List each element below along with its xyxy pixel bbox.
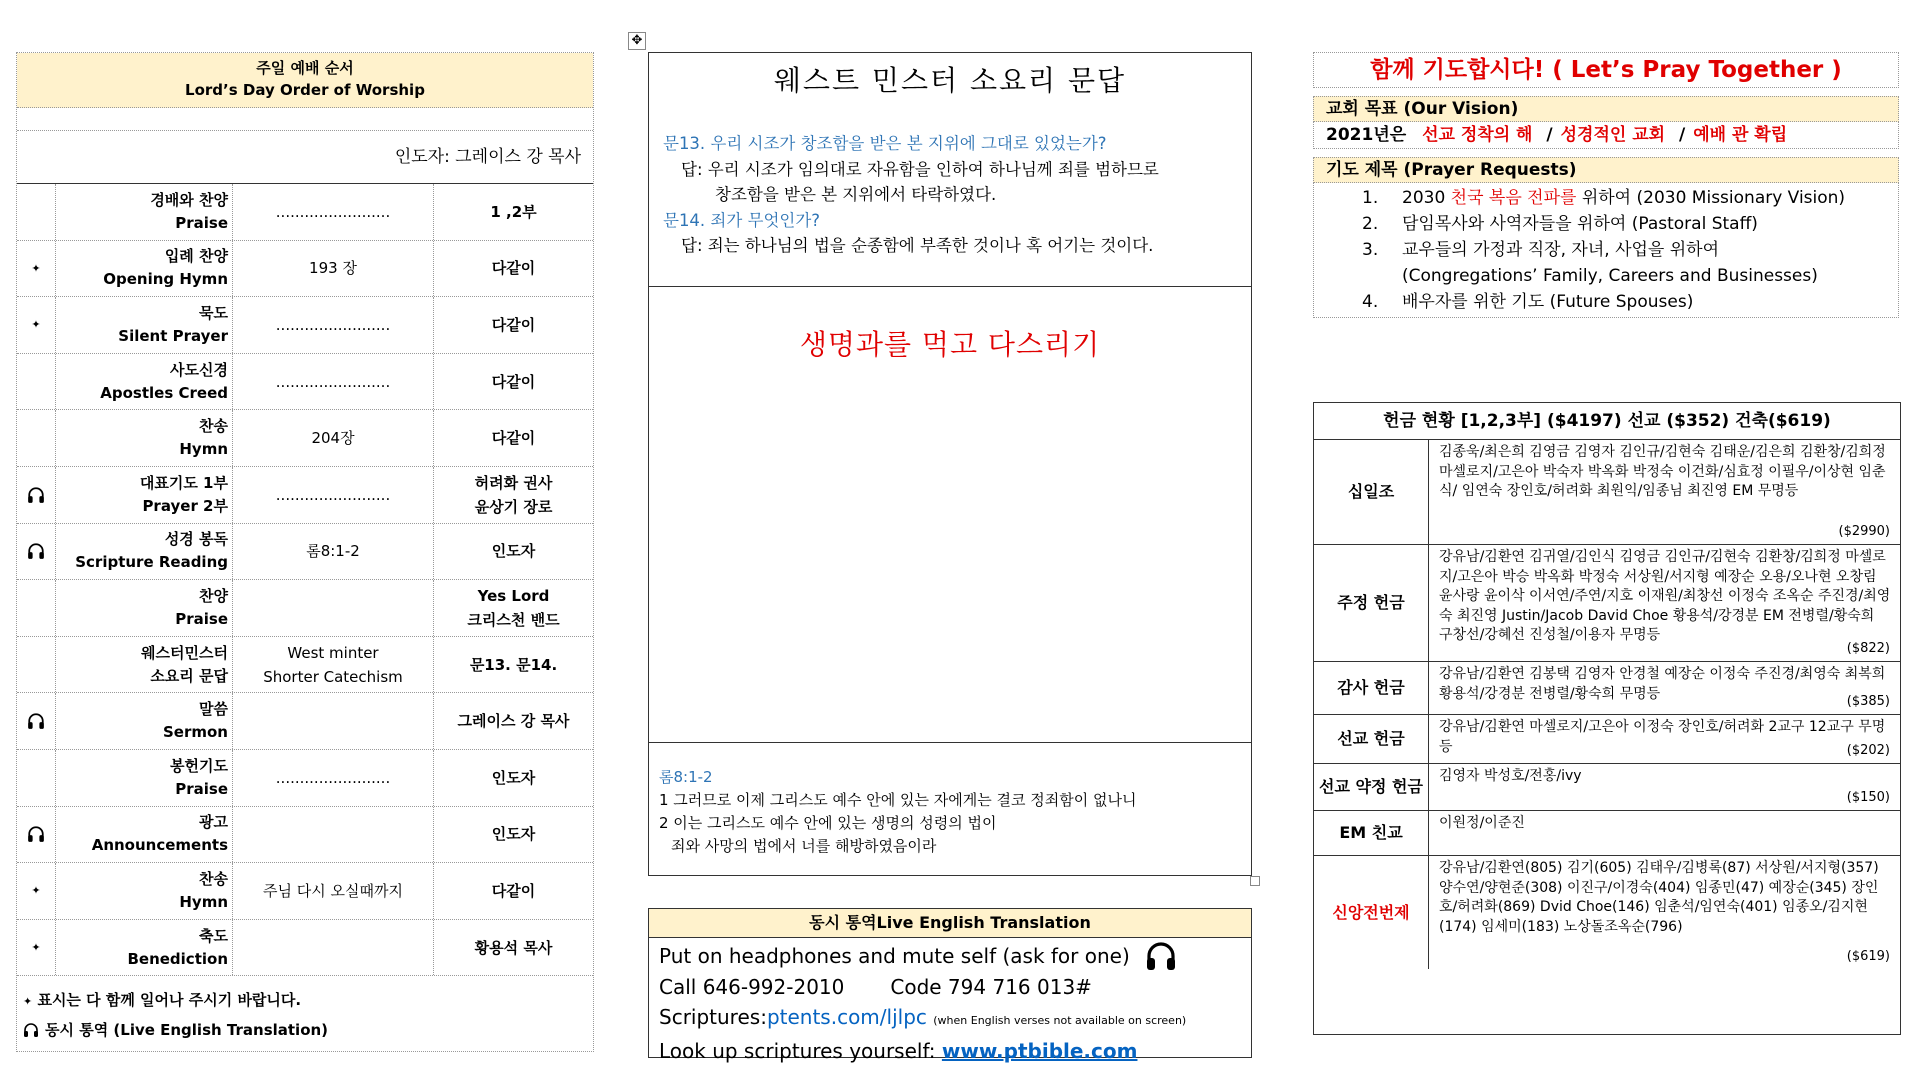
headphones-icon xyxy=(1144,940,1178,972)
offering-names: 강유남/김환연 김봉택 김영자 안경철 예장순 이정숙 주진경/최영숙 최복희 황용석/강경분 전병렬/황숙희 무명등 ($385) xyxy=(1429,662,1900,714)
verse-line: 2 이는 그리스도 예수 안에 있는 생명의 성령의 법이 xyxy=(659,814,997,832)
offering-row xyxy=(1314,856,1900,969)
scriptures-link[interactable]: ptents.com/ljlpc xyxy=(766,1005,927,1029)
offering-amount: ($385) xyxy=(1846,694,1890,710)
item-name: 묵도 Silent Prayer xyxy=(56,297,233,353)
item-detail: 주님 다시 오실때까지 xyxy=(233,863,434,919)
order-of-worship xyxy=(16,52,594,1052)
offering-header: 헌금 현황 [1,2,3부] ($4197) 선교 ($352) 건축($619) xyxy=(1314,403,1900,440)
row-marker xyxy=(17,920,56,976)
offering-table xyxy=(1313,402,1901,1035)
item-leader: 1 ,2부 xyxy=(490,202,537,221)
scriptures-note: (when English verses not available on screen) xyxy=(933,1014,1187,1027)
vision-year: 2021년은 xyxy=(1326,125,1407,145)
item-name: 말씀 Sermon xyxy=(56,693,233,749)
question-13: 문13. 우리 시조가 창조함을 받은 본 지위에 그대로 있었는가? xyxy=(663,134,1107,153)
worship-row xyxy=(17,354,593,411)
item-leader: 다같이 xyxy=(491,881,536,900)
translation-header: 동시 통역Live English Translation xyxy=(649,909,1251,938)
stand-icon: ✦ xyxy=(31,941,41,955)
worship-row xyxy=(17,750,593,807)
offering-row xyxy=(1314,662,1900,715)
row-marker xyxy=(17,637,56,693)
worship-rows xyxy=(17,184,593,976)
prayer-request-item: 4. 배우자를 위한 기도 (Future Spouses) xyxy=(1362,292,1694,312)
item-leader: 문13. 문14. xyxy=(469,655,558,674)
row-marker xyxy=(17,580,56,636)
offering-label: 선교 약정 헌금 xyxy=(1314,764,1429,810)
prayer-request-item: (Congregations’ Family, Careers and Businesses) xyxy=(1402,266,1818,286)
item-detail xyxy=(233,807,434,863)
footnote-stand: 표시는 다 함께 일어나 주시기 바랍니다. xyxy=(37,991,302,1010)
prayer-request-item: 1. 2030 천국 복음 전파를 위하여 (2030 Missionary Vision) xyxy=(1362,188,1846,208)
offering-names: 강유남/김환연(805) 김기(605) 김태우/김병록(87) 서상원/서지형(357) 양수연/양현준(308) 이진구/이경숙(404) 임종민(47) 예장순(345) 장인호/허려화(869) Dvid Choe(146) 임춘석/임연숙(401) 임종오/김지현(174) 임세미(183) 노상돌조옥순(796) ($619) xyxy=(1429,856,1900,969)
item-detail: ........................ xyxy=(233,184,434,240)
item-name: 성경 봉독 Scripture Reading xyxy=(56,524,233,580)
item-name: 찬송 Hymn xyxy=(56,863,233,919)
divider xyxy=(649,742,1251,743)
row-marker xyxy=(17,524,56,580)
item-leader: 인도자 xyxy=(491,768,536,787)
row-marker xyxy=(17,354,56,410)
answer-14: 답: 죄는 하나님의 법을 순종함에 부족한 것이나 혹 어기는 것이다. xyxy=(681,236,1154,255)
row-marker xyxy=(17,467,56,523)
verse-line: 1 그러므로 이제 그리스도 예수 안에 있는 자에게는 결코 정죄함이 없나니 xyxy=(659,791,1137,809)
catechism-qa xyxy=(663,131,1241,259)
item-detail xyxy=(233,920,434,976)
worship-title-ko: 주일 예배 순서 xyxy=(256,59,354,77)
worship-row xyxy=(17,524,593,581)
offering-label: 신앙전번제 xyxy=(1314,856,1429,969)
prayer-request-item: 2. 담임목사와 사역자들을 위하여 (Pastoral Staff) xyxy=(1362,214,1758,234)
bible-link[interactable]: www.ptbible.com xyxy=(941,1039,1138,1063)
item-leader: Yes Lord 크리스천 밴드 xyxy=(467,586,560,629)
question-14: 문14. 죄가 무엇인가? xyxy=(663,210,821,230)
item-detail: 204장 xyxy=(233,410,434,466)
item-name: 찬송 Hymn xyxy=(56,410,233,466)
item-detail xyxy=(233,693,434,749)
item-leader: 다같이 xyxy=(491,315,536,334)
divider xyxy=(649,286,1251,287)
offering-row xyxy=(1314,440,1900,545)
item-leader: 그레이스 강 목사 xyxy=(457,712,570,731)
headphones-icon xyxy=(27,712,45,730)
stand-icon: ✦ xyxy=(23,995,33,1009)
offering-label: EM 친교 xyxy=(1314,811,1429,855)
worship-row xyxy=(17,241,593,298)
offering-amount: ($150) xyxy=(1846,790,1890,806)
catechism-title: 웨스트 민스터 소요리 문답 xyxy=(773,64,1127,97)
call-number: Call 646-992-2010 xyxy=(659,975,845,999)
item-detail: West minter Shorter Catechism xyxy=(233,637,434,693)
offering-row xyxy=(1314,811,1900,856)
offering-amount: ($202) xyxy=(1846,743,1890,759)
item-name: 입례 찬양 Opening Hymn xyxy=(56,241,233,297)
vision-item: 성경적인 교회 xyxy=(1560,125,1666,145)
headphones-icon xyxy=(27,542,45,560)
worship-row xyxy=(17,863,593,920)
item-name: 사도신경 Apostles Creed xyxy=(56,354,233,410)
verse-reference: 롬8:1-2 xyxy=(659,768,713,786)
prayer-title: 함께 기도합시다! ( Let’s Pray Together ) xyxy=(1313,52,1899,88)
worship-row xyxy=(17,807,593,864)
offering-names: 강유남/김환연 마셀로지/고은아 이정숙 장인호/허려화 2교구 12교구 무명등 ($202) xyxy=(1429,715,1900,763)
translation-box xyxy=(648,908,1252,1063)
headphones-icon xyxy=(23,1022,39,1038)
offering-row xyxy=(1314,764,1900,811)
offering-amount: ($822) xyxy=(1846,641,1890,657)
item-name: 찬양 Praise xyxy=(56,580,233,636)
footnote-translation: 동시 통역 (Live English Translation) xyxy=(45,1021,329,1040)
row-marker xyxy=(17,863,56,919)
offering-label: 주정 헌금 xyxy=(1314,545,1429,661)
item-leader: 황용석 목사 xyxy=(474,938,553,957)
worship-row xyxy=(17,580,593,637)
row-marker xyxy=(17,807,56,863)
worship-footnotes xyxy=(17,976,593,1054)
worship-spacer xyxy=(17,108,593,131)
stand-icon: ✦ xyxy=(31,884,41,898)
row-marker xyxy=(17,297,56,353)
lookup-label: Look up scriptures yourself: xyxy=(659,1039,936,1063)
worship-header xyxy=(17,53,593,108)
item-leader: 다같이 xyxy=(491,372,536,391)
prayer-request-item: 3. 교우들의 가정과 직장, 자녀, 사업을 위하여 xyxy=(1362,240,1720,260)
worship-row xyxy=(17,693,593,750)
scripture-passage xyxy=(659,766,1136,858)
catechism-box xyxy=(648,52,1252,876)
offering-names: 김종욱/최은희 김영금 김영자 김인규/김현숙 김태운/김은희 김환창/김희정 마셀로지/고은아 박숙자 박옥화 박정숙 이건화/심효정 이필우/이상현 임춘식/ 임연숙 장인호/허려화 최원익/임종님 최진영 EM 무명등 ($2990) xyxy=(1429,440,1900,544)
row-marker xyxy=(17,410,56,466)
item-detail: ........................ xyxy=(233,354,434,410)
worship-title-en: Lord’s Day Order of Worship xyxy=(185,81,425,99)
vision-statement: 2021년은 선교 정착의 해 / 성경적인 교회 / 예배 관 확립 xyxy=(1313,122,1899,149)
item-detail xyxy=(233,580,434,636)
answer-13-line2: 창조함을 받은 본 지위에서 타락하였다. xyxy=(715,185,997,204)
headphones-icon xyxy=(27,825,45,843)
stand-icon: ✦ xyxy=(31,261,41,275)
access-code: Code 794 716 013# xyxy=(890,975,1092,999)
item-detail: 193 장 xyxy=(233,241,434,297)
item-name: 축도 Benediction xyxy=(56,920,233,976)
offering-names: 이원정/이준진 xyxy=(1439,815,1525,831)
item-leader: 다같이 xyxy=(491,259,536,278)
prayer-request-list xyxy=(1313,183,1899,318)
sermon-title: 생명과를 먹고 다스리기 xyxy=(799,328,1101,361)
item-detail: ........................ xyxy=(233,467,434,523)
worship-row xyxy=(17,920,593,977)
offering-amount: ($619) xyxy=(1846,949,1890,965)
resize-handle[interactable] xyxy=(1250,876,1260,886)
worship-row xyxy=(17,467,593,524)
offering-label: 감사 헌금 xyxy=(1314,662,1429,714)
headphones-instruction: Put on headphones and mute self (ask for one) xyxy=(659,944,1130,968)
worship-row xyxy=(17,637,593,694)
move-handle-icon[interactable]: ✥ xyxy=(628,32,646,50)
row-marker xyxy=(17,750,56,806)
scriptures-label: Scriptures: xyxy=(659,1005,767,1029)
stand-icon: ✦ xyxy=(31,318,41,332)
vision-label: 교회 목표 (Our Vision) xyxy=(1313,96,1899,122)
item-name: 광고 Announcements xyxy=(56,807,233,863)
item-leader: 허려화 권사 윤상기 장로 xyxy=(474,473,553,516)
offering-row xyxy=(1314,715,1900,764)
row-marker xyxy=(17,693,56,749)
verse-line: 죄와 사망의 법에서 너를 해방하였음이라 xyxy=(671,837,937,855)
item-name: 봉헌기도 Praise xyxy=(56,750,233,806)
item-detail: ........................ xyxy=(233,750,434,806)
item-leader: 인도자 xyxy=(491,542,536,561)
item-detail: 롬8:1-2 xyxy=(233,524,434,580)
offering-names: 강유남/김환연 김귀열/김인식 김영금 김인규/김현숙 김환창/김희정 마셀로지/고은아 박승 박옥화 박정숙 서상원/서지형 예장순 오용/오나현 오창림 윤사랑 윤이삭 이서연/주연/지호 이재원/최창선 이정숙 조옥순 주진경/최영숙 최진영 Justin/Jacob David Choe 황용석/강경분 EM 전병렬/황숙희 구창선/강혜선 진성철/이용자 무명등 ($822) xyxy=(1429,545,1900,661)
worship-row xyxy=(17,184,593,241)
vision-item: 예배 관 확립 xyxy=(1693,125,1788,145)
worship-row xyxy=(17,410,593,467)
offering-names: 김영자 박성호/전홍/ivy ($150) xyxy=(1429,764,1900,810)
row-marker xyxy=(17,184,56,240)
item-name: 경배와 찬양 Praise xyxy=(56,184,233,240)
item-leader: 다같이 xyxy=(491,429,536,448)
vision-item: 선교 정착의 해 xyxy=(1422,125,1533,145)
answer-13-line1: 답: 우리 시조가 임의대로 자유함을 인하여 하나님께 죄를 범하므로 xyxy=(681,159,1159,179)
headphones-icon xyxy=(27,486,45,504)
offering-label: 선교 헌금 xyxy=(1314,715,1429,763)
item-name: 웨스터민스터 소요리 문답 xyxy=(56,637,233,693)
requests-label: 기도 제목 (Prayer Requests) xyxy=(1313,157,1899,183)
item-leader: 인도자 xyxy=(491,825,536,844)
item-name: 대표기도 1부 Prayer 2부 xyxy=(56,467,233,523)
offering-label: 십일조 xyxy=(1314,440,1429,544)
worship-row xyxy=(17,297,593,354)
item-detail: ........................ xyxy=(233,297,434,353)
offering-amount: ($2990) xyxy=(1838,524,1890,540)
prayer-section xyxy=(1313,52,1899,312)
worship-leader: 인도자: 그레이스 강 목사 xyxy=(17,131,593,184)
offering-row xyxy=(1314,545,1900,662)
row-marker xyxy=(17,241,56,297)
